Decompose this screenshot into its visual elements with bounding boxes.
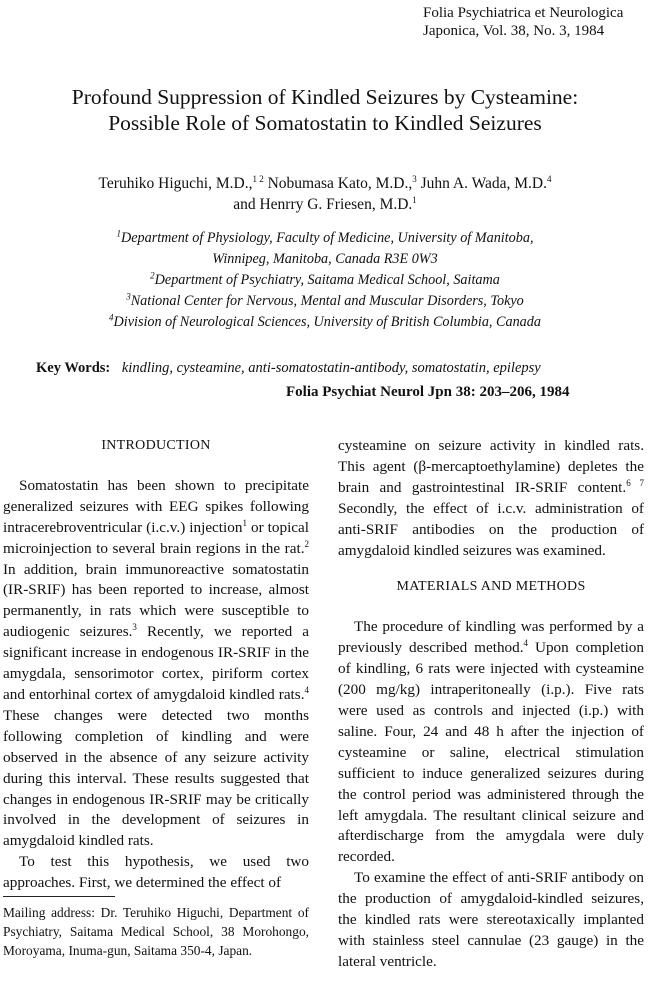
author-1: Teruhiko Higuchi, M.D., (98, 175, 253, 192)
footnote-mailing-address: Mailing address: Dr. Teruhiko Higuchi, Department of Psychiatry, Saitama Medical School, 38 Morohongo, Moroyama, Inuma-gun, Saitama 350-4, Japan. (3, 905, 309, 958)
affiliation-1-cont (0, 249, 650, 270)
reference-marker: 2 (304, 538, 309, 549)
affiliations (0, 228, 650, 333)
author-2-affil: 3 (412, 173, 417, 184)
affiliation-number: 4 (109, 312, 114, 323)
text-run: Recently, we reported a significant increase in endogenous IR-SRIF in the amygdala, sensorimotor cortex, piriform cortex and entorhinal cortex of amygdaloid kindled rats. (3, 623, 309, 703)
title-line-1: Profound Suppression of Kindled Seizures by Cysteamine: (71, 85, 579, 109)
left-column (3, 436, 309, 894)
author-1-affil: 1 2 (252, 173, 264, 184)
footnote-divider (3, 896, 115, 897)
author-conjunction: and (233, 196, 256, 213)
introduction-paragraph-2-cont (338, 436, 644, 561)
article-title (0, 84, 650, 136)
keywords-label: Key Words: (36, 360, 111, 376)
right-column (338, 436, 644, 973)
text-run: These changes were detected two months following completion of kindling and were observed in the absence of any seizure activity during this interval. These results suggested that changes in endogenous IR-SRIF may be critically involved in the development of seizures in amygdaloid kindled rats. (3, 706, 309, 850)
title-line-2: Possible Role of Somatostatin to Kindled Seizures (108, 111, 542, 135)
affiliation-text: Department of Physiology, Faculty of Medicine, University of Manitoba, (120, 230, 534, 246)
author-2: Nobumasa Kato, M.D., (267, 175, 413, 192)
author-3: Juhn A. Wada, M.D. (420, 175, 547, 192)
methods-paragraph-1 (338, 617, 644, 868)
text-run: Secondly, the effect of i.c.v. administration of anti-SRIF antibodies on the production of amygdaloid kindled seizures was examined. (338, 499, 644, 559)
author-3-affil: 4 (546, 173, 552, 184)
author-4: Henrry G. Friesen, M.D. (259, 196, 413, 213)
keywords-text: kindling, cysteamine, anti-somatostatin-antibody, somatostatin, epilepsy (121, 360, 541, 376)
introduction-heading: INTRODUCTION (101, 438, 211, 453)
text-run: The procedure of kindling was performed by a previously described method. (338, 618, 644, 657)
affiliation-number: 1 (116, 228, 121, 239)
citation: Folia Psychiat Neurol Jpn 38: 203–206, 1984 (286, 384, 570, 400)
introduction-paragraph-2: To test this hypothesis, we used two approaches. First, we determined the effect of (3, 853, 309, 892)
author-4-affil: 1 (412, 194, 417, 205)
affiliation-2 (0, 270, 650, 291)
author-list (0, 173, 650, 215)
text-run: Somatostatin has been shown to precipitate generalized seizures with EEG spikes following intracerebroventricular (i.c.v.) injection (3, 476, 309, 536)
reference-marker: 1 (242, 517, 247, 528)
methods-paragraph-2: To examine the effect of anti-SRIF antibody on the production of amygdaloid-kindled seizures, the kindled rats were stereotaxically implanted with stainless steel cannulae (23 gauge) in the lateral ventricle. (338, 869, 644, 970)
affiliation-text: Department of Psychiatry, Saitama Medical School, Saitama (154, 272, 500, 288)
affiliation-text: National Center for Nervous, Mental and Muscular Disorders, Tokyo (130, 293, 524, 309)
authors-line-2 (0, 194, 650, 215)
reference-marker: 4 (523, 638, 529, 649)
affiliation-4 (0, 312, 650, 333)
affiliation-text: Winnipeg, Manitoba, Canada R3E 0W3 (212, 251, 438, 267)
affiliation-number: 2 (150, 270, 155, 281)
journal-info (423, 4, 628, 40)
affiliation-text: Division of Neurological Sciences, University of British Columbia, Canada (113, 314, 541, 330)
text-run: cysteamine on seizure activity in kindled rats. This agent (β-mercaptoethylamine) depletes the brain and gastrointestinal IR-SRIF content. (338, 437, 644, 496)
reference-marker: 4 (304, 684, 309, 695)
text-run: or topical microinjection to several brain regions in the rat. (3, 518, 309, 557)
authors-line-1 (0, 173, 650, 194)
introduction-paragraph-1 (3, 476, 309, 852)
text-run: In addition, brain immunoreactive somatostatin (IR-SRIF) has been reported to increase, almost permanently, in rats which were susceptible to audiogenic seizures. (3, 560, 309, 641)
methods-heading: MATERIALS AND METHODS (396, 579, 586, 595)
affiliation-number: 3 (126, 291, 131, 302)
text-run: Upon completion of kindling, 6 rats were injected with cysteamine (200 mg/kg) intraperitoneally (i.p.). Five rats were used as controls and injected (i.p.) with saline. Four, 24 and 48 h after the injection of cysteamine or saline, electrical stimulation sufficient to induce generalized seizures during the control period was administered through the left amygdala. The resultant clinical seizure and afterdischarge from the amygdala were duly recorded. (338, 639, 644, 866)
affiliation-1 (0, 228, 650, 249)
reference-marker: 3 (132, 622, 137, 633)
affiliation-3 (0, 291, 650, 312)
journal-volume: Japonica, Vol. 38, No. 3, 1984 (423, 23, 605, 39)
keywords (36, 360, 541, 377)
journal-name: Folia Psychiatrica et Neurologica (423, 5, 624, 21)
reference-marker: 6 7 (626, 477, 644, 488)
